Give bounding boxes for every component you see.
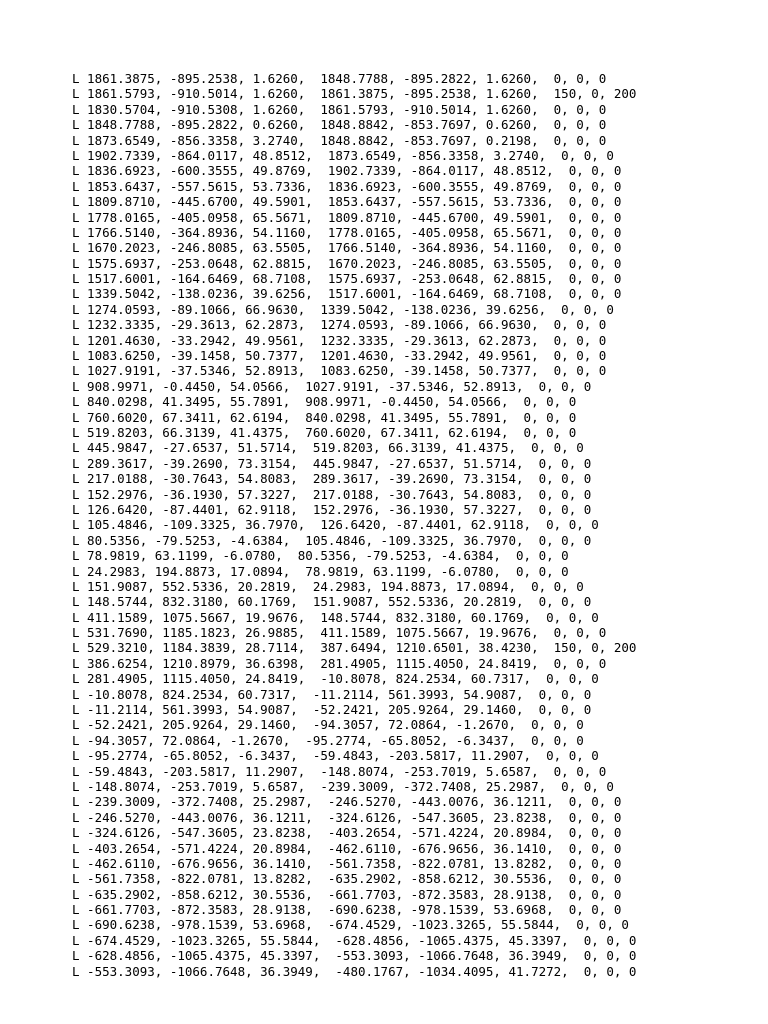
line-entry: L -10.8078, 824.2534, 60.7317, -11.2114, 561.3993, 54.9087, 0, 0, 0 (72, 686, 592, 702)
line-entry: L 386.6254, 1210.8979, 36.6398, 281.4905, 1115.4050, 24.8419, 0, 0, 0 (72, 655, 607, 671)
line-entry: L -561.7358, -822.0781, 13.8282, -635.2902, -858.6212, 30.5536, 0, 0, 0 (72, 871, 622, 887)
line-entry: L 1670.2023, -246.8085, 63.5505, 1766.5140, -364.8936, 54.1160, 0, 0, 0 (72, 240, 622, 256)
line-entry: L 24.2983, 194.8873, 17.0894, 78.9819, 63.1199, -6.0780, 0, 0, 0 (72, 563, 569, 579)
line-entry: L 1517.6001, -164.6469, 68.7108, 1575.6937, -253.0648, 62.8815, 0, 0, 0 (72, 271, 622, 287)
line-entry: L 1853.6437, -557.5615, 53.7336, 1836.6923, -600.3555, 49.8769, 0, 0, 0 (72, 178, 622, 194)
line-entry: L 1575.6937, -253.0648, 62.8815, 1670.2023, -246.8085, 63.5505, 0, 0, 0 (72, 255, 622, 271)
line-entry: L 760.6020, 67.3411, 62.6194, 840.0298, 41.3495, 55.7891, 0, 0, 0 (72, 409, 577, 425)
line-entry: L 908.9971, -0.4450, 54.0566, 1027.9191, -37.5346, 52.8913, 0, 0, 0 (72, 378, 592, 394)
line-entry: L 519.8203, 66.3139, 41.4375, 760.6020, 67.3411, 62.6194, 0, 0, 0 (72, 424, 577, 440)
line-entry: L 1274.0593, -89.1066, 66.9630, 1339.5042, -138.0236, 39.6256, 0, 0, 0 (72, 301, 614, 317)
line-list (72, 71, 636, 979)
line-entry: L 1766.5140, -364.8936, 54.1160, 1778.0165, -405.0958, 65.5671, 0, 0, 0 (72, 224, 622, 240)
line-entry: L 411.1589, 1075.5667, 19.9676, 148.5744, 832.3180, 60.1769, 0, 0, 0 (72, 609, 599, 625)
line-entry: L -239.3009, -372.7408, 25.2987, -246.5270, -443.0076, 36.1211, 0, 0, 0 (72, 794, 622, 810)
line-entry: L -324.6126, -547.3605, 23.8238, -403.2654, -571.4224, 20.8984, 0, 0, 0 (72, 825, 622, 841)
line-entry: L 152.2976, -36.1930, 57.3227, 217.0188, -30.7643, 54.8083, 0, 0, 0 (72, 486, 592, 502)
line-entry: L 1873.6549, -856.3358, 3.2740, 1848.8842, -853.7697, 0.2198, 0, 0, 0 (72, 132, 607, 148)
line-entry: L 1083.6250, -39.1458, 50.7377, 1201.4630, -33.2942, 49.9561, 0, 0, 0 (72, 348, 607, 364)
line-entry: L 1902.7339, -864.0117, 48.8512, 1873.6549, -856.3358, 3.2740, 0, 0, 0 (72, 147, 614, 163)
line-entry: L 1830.5704, -910.5308, 1.6260, 1861.5793, -910.5014, 1.6260, 0, 0, 0 (72, 101, 607, 117)
line-entry: L 1809.8710, -445.6700, 49.5901, 1853.6437, -557.5615, 53.7336, 0, 0, 0 (72, 194, 622, 210)
line-entry: L -52.2421, 205.9264, 29.1460, -94.3057, 72.0864, -1.2670, 0, 0, 0 (72, 717, 584, 733)
line-entry: L 1232.3335, -29.3613, 62.2873, 1274.0593, -89.1066, 66.9630, 0, 0, 0 (72, 317, 607, 333)
line-entry: L 445.9847, -27.6537, 51.5714, 519.8203, 66.3139, 41.4375, 0, 0, 0 (72, 440, 584, 456)
line-entry: L 840.0298, 41.3495, 55.7891, 908.9971, -0.4450, 54.0566, 0, 0, 0 (72, 394, 577, 410)
line-entry: L -94.3057, 72.0864, -1.2670, -95.2774, -65.8052, -6.3437, 0, 0, 0 (72, 732, 584, 748)
line-entry: L 1861.3875, -895.2538, 1.6260, 1848.7788, -895.2822, 1.6260, 0, 0, 0 (72, 71, 607, 86)
line-entry: L 1027.9191, -37.5346, 52.8913, 1083.6250, -39.1458, 50.7377, 0, 0, 0 (72, 363, 607, 379)
line-entry: L -246.5270, -443.0076, 36.1211, -324.6126, -547.3605, 23.8238, 0, 0, 0 (72, 809, 622, 825)
line-entry: L -462.6110, -676.9656, 36.1410, -561.7358, -822.0781, 13.8282, 0, 0, 0 (72, 855, 622, 871)
line-entry: L -553.3093, -1066.7648, 36.3949, -480.1767, -1034.4095, 41.7272, 0, 0, 0 (72, 963, 637, 979)
line-entry: L -148.8074, -253.7019, 5.6587, -239.3009, -372.7408, 25.2987, 0, 0, 0 (72, 778, 614, 794)
line-entry: L 529.3210, 1184.3839, 28.7114, 387.6494, 1210.6501, 38.4230, 150, 0, 200 (72, 640, 637, 656)
line-entry: L 289.3617, -39.2690, 73.3154, 445.9847, -27.6537, 51.5714, 0, 0, 0 (72, 455, 592, 471)
line-entry: L 1339.5042, -138.0236, 39.6256, 1517.6001, -164.6469, 68.7108, 0, 0, 0 (72, 286, 622, 302)
line-entry: L -59.4843, -203.5817, 11.2907, -148.8074, -253.7019, 5.6587, 0, 0, 0 (72, 763, 607, 779)
line-entry: L 151.9087, 552.5336, 20.2819, 24.2983, 194.8873, 17.0894, 0, 0, 0 (72, 578, 584, 594)
line-entry: L -635.2902, -858.6212, 30.5536, -661.7703, -872.3583, 28.9138, 0, 0, 0 (72, 886, 622, 902)
line-entry: L 126.6420, -87.4401, 62.9118, 152.2976, -36.1930, 57.3227, 0, 0, 0 (72, 501, 592, 517)
line-entry: L 105.4846, -109.3325, 36.7970, 126.6420, -87.4401, 62.9118, 0, 0, 0 (72, 517, 599, 533)
line-entry: L 1778.0165, -405.0958, 65.5671, 1809.8710, -445.6700, 49.5901, 0, 0, 0 (72, 209, 622, 225)
line-entry: L 1861.5793, -910.5014, 1.6260, 1861.3875, -895.2538, 1.6260, 150, 0, 200 (72, 86, 637, 102)
line-entry: L -674.4529, -1023.3265, 55.5844, -628.4856, -1065.4375, 45.3397, 0, 0, 0 (72, 932, 637, 948)
line-entry: L -95.2774, -65.8052, -6.3437, -59.4843, -203.5817, 11.2907, 0, 0, 0 (72, 748, 599, 764)
line-entry: L -628.4856, -1065.4375, 45.3397, -553.3093, -1066.7648, 36.3949, 0, 0, 0 (72, 948, 637, 964)
line-entry: L -690.6238, -978.1539, 53.6968, -674.4529, -1023.3265, 55.5844, 0, 0, 0 (72, 917, 629, 933)
line-entry: L 1848.7788, -895.2822, 0.6260, 1848.8842, -853.7697, 0.6260, 0, 0, 0 (72, 117, 607, 133)
line-entry: L 1201.4630, -33.2942, 49.9561, 1232.3335, -29.3613, 62.2873, 0, 0, 0 (72, 332, 607, 348)
line-entry: L 217.0188, -30.7643, 54.8083, 289.3617, -39.2690, 73.3154, 0, 0, 0 (72, 471, 592, 487)
line-entry: L 148.5744, 832.3180, 60.1769, 151.9087, 552.5336, 20.2819, 0, 0, 0 (72, 594, 592, 610)
line-entry: L -403.2654, -571.4224, 20.8984, -462.6110, -676.9656, 36.1410, 0, 0, 0 (72, 840, 622, 856)
line-entry: L 1836.6923, -600.3555, 49.8769, 1902.7339, -864.0117, 48.8512, 0, 0, 0 (72, 163, 622, 179)
line-entry: L 80.5356, -79.5253, -4.6384, 105.4846, -109.3325, 36.7970, 0, 0, 0 (72, 532, 592, 548)
line-entry: L -11.2114, 561.3993, 54.9087, -52.2421, 205.9264, 29.1460, 0, 0, 0 (72, 702, 592, 718)
line-entry: L -661.7703, -872.3583, 28.9138, -690.6238, -978.1539, 53.6968, 0, 0, 0 (72, 902, 622, 918)
line-entry: L 531.7690, 1185.1823, 26.9885, 411.1589, 1075.5667, 19.9676, 0, 0, 0 (72, 625, 607, 641)
line-entry: L 281.4905, 1115.4050, 24.8419, -10.8078, 824.2534, 60.7317, 0, 0, 0 (72, 671, 599, 687)
line-entry: L 78.9819, 63.1199, -6.0780, 80.5356, -79.5253, -4.6384, 0, 0, 0 (72, 548, 569, 564)
